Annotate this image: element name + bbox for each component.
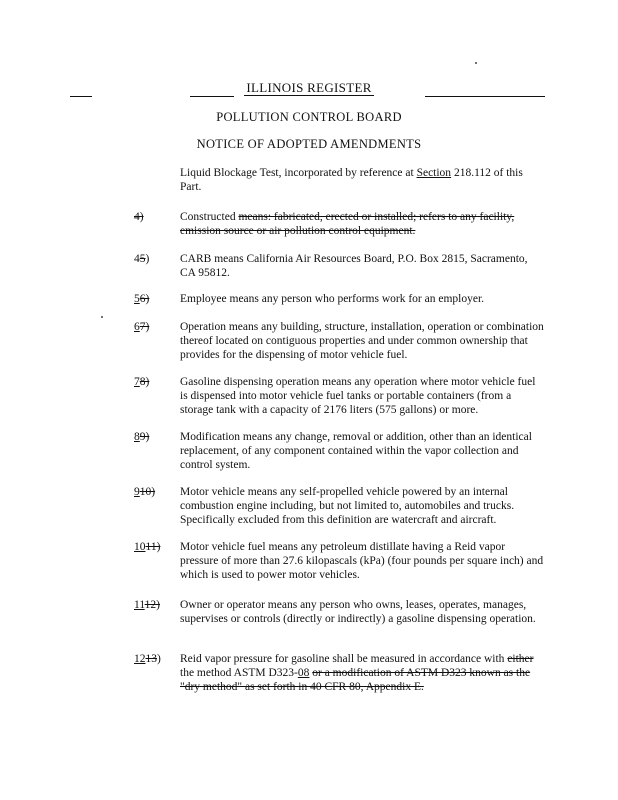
definition-paragraph: Modification means any change, removal or addition, other than an identical replacement, of any component contained within the vapor collection and control system.	[180, 431, 532, 471]
definition-paragraph: Owner or operator means any person who owns, leases, operates, manages, supervises or controls (directly or indirectly) a gasoline dispensing operation.	[180, 599, 536, 625]
item-number: 1112)	[134, 599, 160, 611]
item-number: 1011)	[134, 541, 161, 553]
definition-paragraph: Motor vehicle fuel means any petroleum distillate having a Reid vapor pressure of more than 27.6 kilopascals (kPa) (four pounds per square inch) and which is used to power motor vehicles.	[180, 541, 544, 581]
definition-paragraph: Constructed means: fabricated, erected or installed; refers to any facility, emission source or air pollution control equipment.	[180, 211, 515, 237]
item-number: 910)	[134, 486, 156, 498]
item-number: 4)	[134, 211, 144, 223]
definition-paragraph: Employee means any person who performs work for an employer.	[180, 293, 485, 305]
board-name: POLLUTION CONTROL BOARD	[216, 110, 402, 124]
notice-title: NOTICE OF ADOPTED AMENDMENTS	[196, 137, 422, 151]
item-number: 67)	[134, 321, 150, 333]
definition-paragraph: Operation means any building, structure, installation, operation or combination thereof located on contiguous properties and under common ownership that provides for the dispensing of motor vehicle fuel.	[180, 321, 544, 361]
item-number: 56)	[134, 293, 150, 305]
definition-paragraph: Motor vehicle means any self-propelled vehicle powered by an internal combustion engine including, but not limited to, automobiles and trucks. Specifically excluded from this definition are watercraft and aircraft.	[180, 486, 515, 526]
item-number: 89)	[134, 431, 150, 443]
intro-paragraph: Liquid Blockage Test, incorporated by reference at Section 218.112 of this Part.	[180, 167, 523, 193]
scan-speck	[475, 62, 477, 64]
definition-paragraph: Reid vapor pressure for gasoline shall be measured in accordance with either the method ASTM D323-08 or a modification of ASTM D323 known as the "dry method" as set forth in 40 CFR 80, Appendix E.	[180, 653, 534, 693]
header-rule-left	[70, 96, 92, 97]
definition-paragraph: Gasoline dispensing operation means any operation where motor vehicle fuel is dispensed into motor vehicle fuel tanks or portable containers (from a storage tank with a capacity of 2176 liters (575 gallons) or more.	[180, 376, 536, 416]
definition-paragraph: CARB means California Air Resources Board, P.O. Box 2815, Sacramento, CA 95812.	[180, 253, 528, 279]
item-number: 1213)	[134, 653, 161, 665]
header-rule-center	[190, 96, 234, 97]
item-number: 45)	[134, 253, 150, 265]
header-rule-right	[425, 96, 545, 97]
item-number: 78)	[134, 376, 150, 388]
scan-speck	[101, 316, 103, 318]
register-title: ILLINOIS REGISTER	[246, 80, 372, 95]
